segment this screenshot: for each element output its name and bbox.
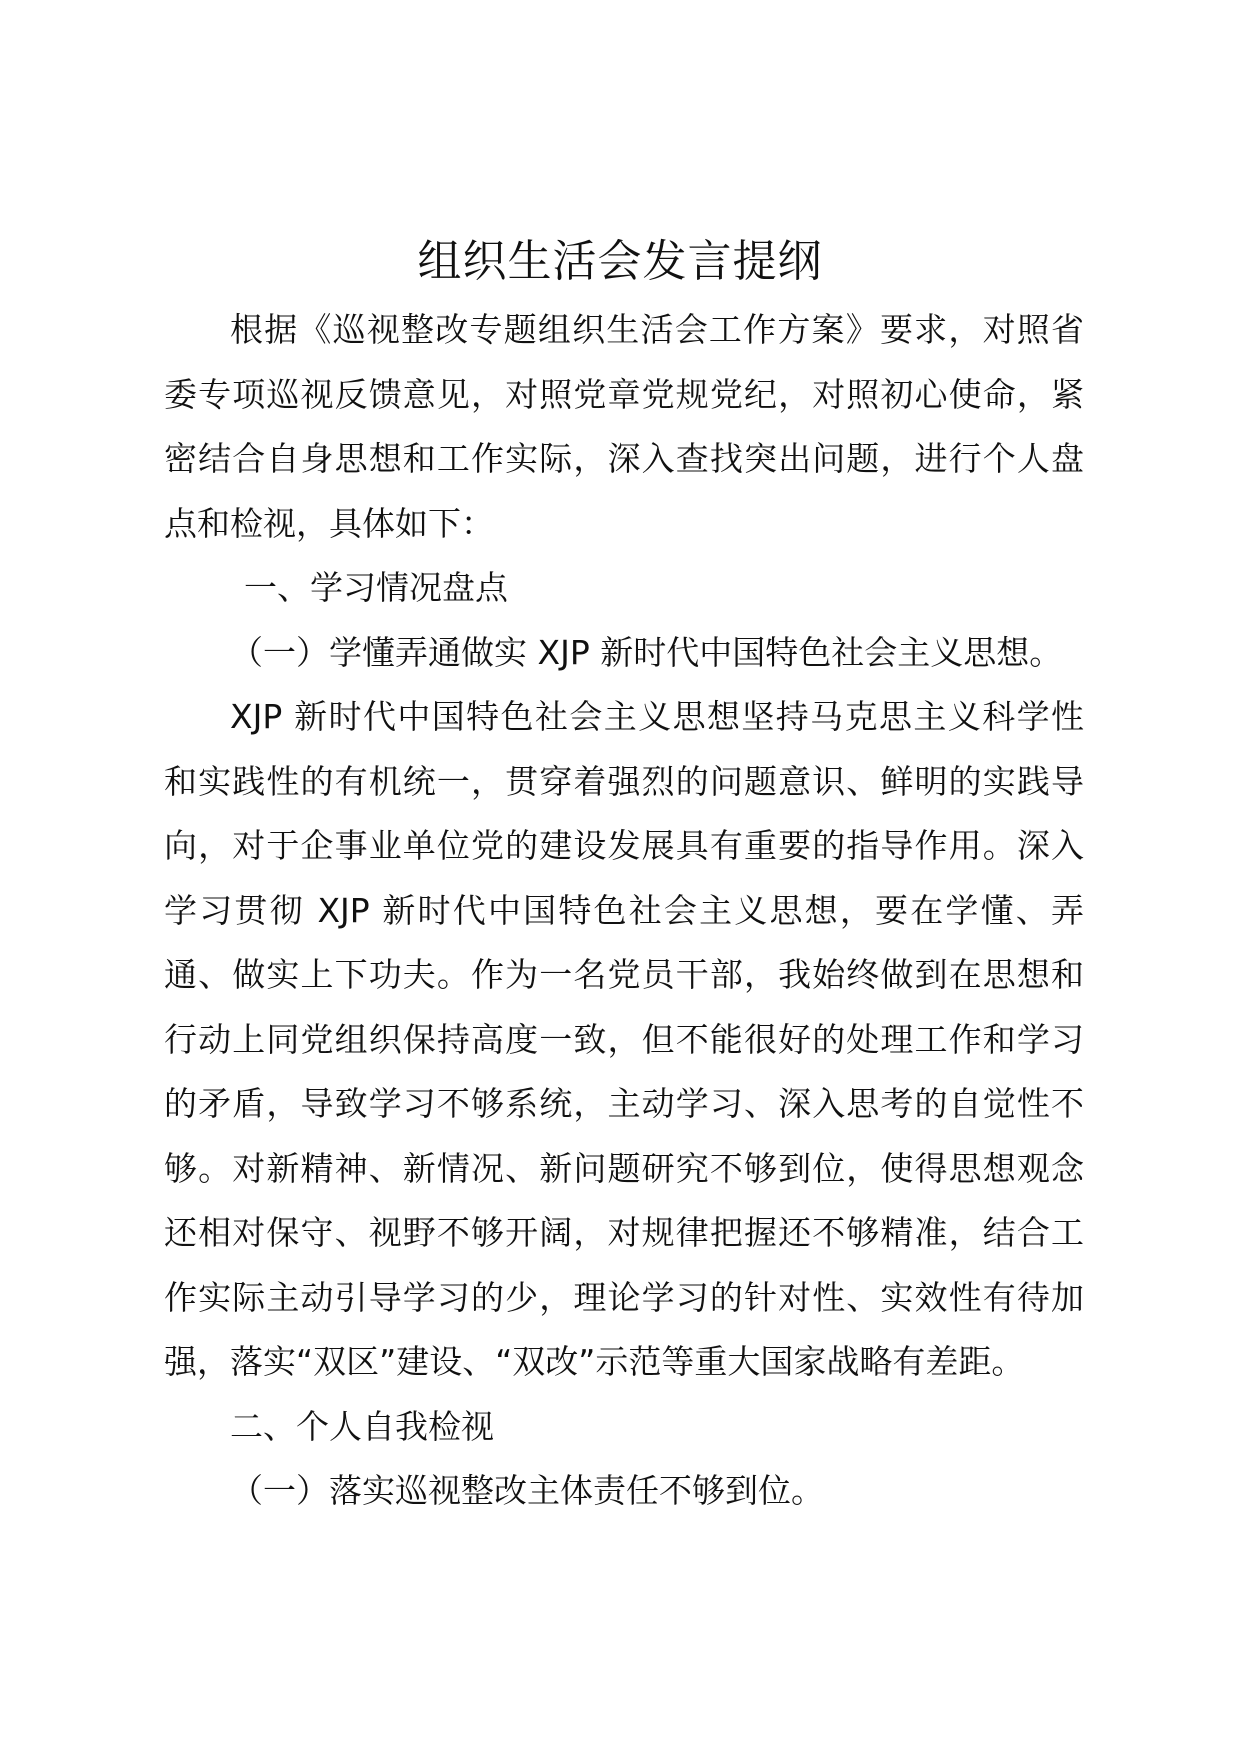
- section-1-heading: 一、学习情况盘点: [244, 568, 508, 607]
- section-1-subheading-1: （一）学懂弄通做实 XJP 新时代中国特色社会主义思想。: [230, 632, 1063, 672]
- section-2-subheading-1: （一）落实巡视整改主体责任不够到位。: [230, 1471, 824, 1510]
- document-title: 组织生活会发言提纲: [417, 236, 823, 287]
- intro-paragraph: 根据《巡视整改专题组织生活会工作方案》要求，对照省委专项巡视反馈意见，对照党章党规党纪，对照初心使命，紧密结合自身思想和工作实际，深入查找突出问题，进行个人盘点和检视，具体如下：: [164, 310, 1084, 543]
- section-2-heading: 二、个人自我检视: [230, 1406, 494, 1446]
- section-1-body-paragraph: XJP 新时代中国特色社会主义思想坚持马克思主义科学性和实践性的有机统一，贯穿着强烈的问题意识、鲜明的实践导向，对于企事业单位党的建设发展具有重要的指导作用。深入学习贯彻 XJP 新时代中国特色社会主义思想，要在学懂、弄通、做实上下功夫。作为一名党员干部，我始终做到在思想和行动上同党组织保持高度一致，但不能很好的处理工作和学习的矛盾，导致学习不够系统，主动学习、深入思考的自觉性不够。对新精神、新情况、新问题研究不够到位，使得思想观念还相对保守、视野不够开阔，对规律把握还不够精准，结合工作实际主动引导学习的少，理论学习的针对性、实效性有待加强，落实“双区”建设、“双改”示范等重大国家战略有差距。: [164, 697, 1084, 1381]
- document-body: [164, 298, 1084, 1524]
